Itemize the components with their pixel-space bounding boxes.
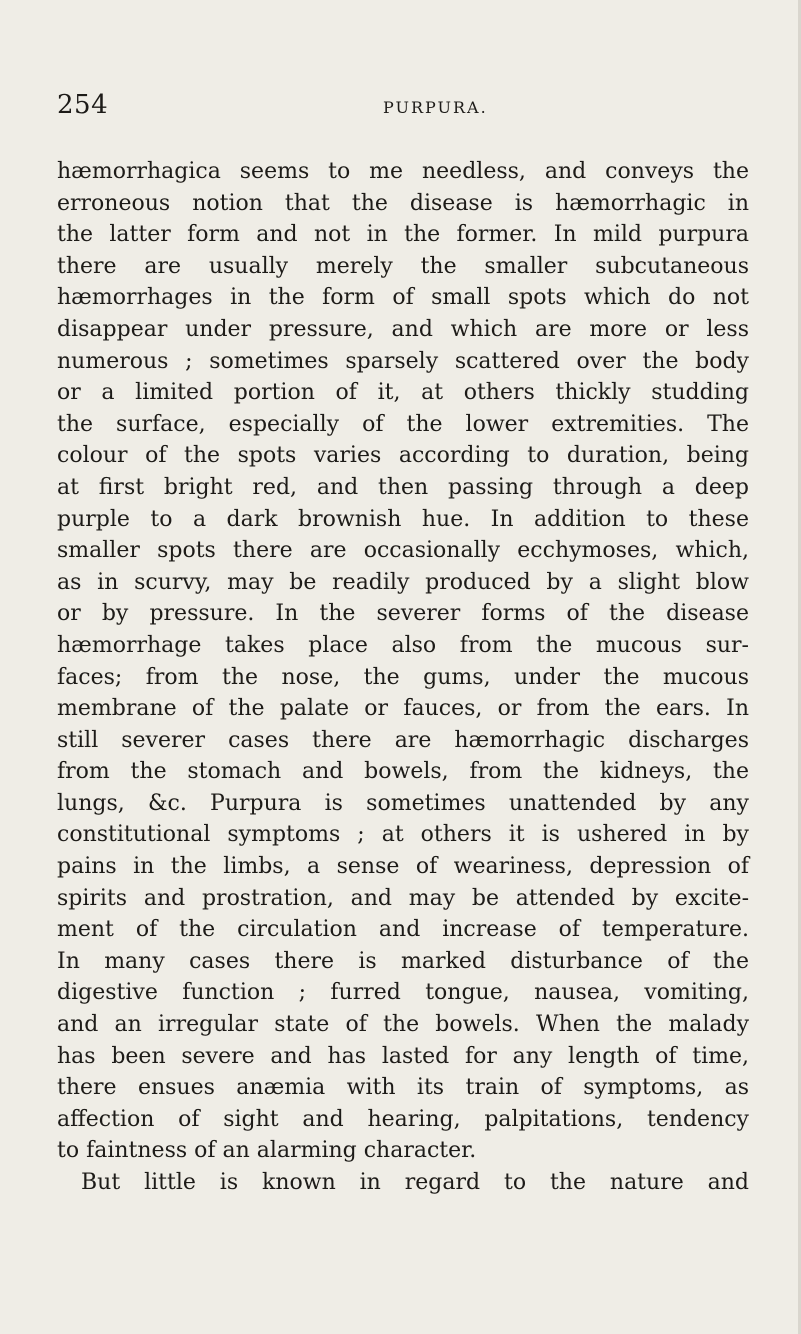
text-line: or by pressure. In the severer forms of the disease [57, 601, 749, 627]
text-line: constitutional symptoms ; at others it is ushered in by [57, 822, 749, 848]
text-line: disappear under pressure, and which are more or less [57, 316, 749, 342]
text-line: purple to a dark brownish hue. In addition to these [57, 506, 749, 532]
text-line: ment of the circulation and increase of temperature. [57, 917, 749, 943]
text-line: hæmorrhagica seems to me needless, and conveys the [57, 159, 749, 184]
text-line: In many cases there is marked disturbance of the [57, 948, 749, 974]
text-line: colour of the spots varies according to duration, being [57, 443, 749, 469]
text-line: or a limited portion of it, at others thickly studding [57, 380, 749, 406]
text-line: affection of sight and hearing, palpitations, tendency [57, 1106, 749, 1132]
text-line: spirits and prostration, and may be attended by excite- [57, 885, 749, 911]
text-line: hæmorrhages in the form of small spots which do not [57, 285, 749, 311]
body-text [57, 156, 749, 1199]
running-title: PURPURA. [383, 98, 488, 117]
text-line: has been severe and has lasted for any length of time, [57, 1043, 749, 1069]
text-line: digestive function ; furred tongue, nausea, vomiting, [57, 980, 749, 1006]
text-line: smaller spots there are occasionally ecchymoses, which, [57, 538, 749, 564]
text-line: from the stomach and bowels, from the kidneys, the [57, 759, 749, 785]
text-line: the surface, especially of the lower extremities. The [57, 411, 749, 437]
paragraph-start-line: But little is known in regard to the nature and [81, 1170, 749, 1195]
page-header [57, 90, 757, 130]
text-line: still severer cases there are hæmorrhagic discharges [57, 727, 749, 753]
text-line: erroneous notion that the disease is hæmorrhagic in [57, 190, 749, 216]
text-line: there are usually merely the smaller subcutaneous [57, 253, 749, 279]
text-line: as in scurvy, may be readily produced by a slight blow [57, 569, 749, 595]
text-line: the latter form and not in the former. In mild purpura [57, 222, 749, 248]
text-line: there ensues anæmia with its train of symptoms, as [57, 1075, 749, 1101]
page-number: 254 [57, 90, 109, 120]
text-line: membrane of the palate or fauces, or from the ears. In [57, 696, 749, 722]
text-line: at first bright red, and then passing through a deep [57, 474, 749, 500]
text-line: faces; from the nose, the gums, under the mucous [57, 664, 749, 690]
text-line: lungs, &c. Purpura is sometimes unattended by any [57, 790, 749, 816]
text-line: hæmorrhage takes place also from the mucous sur- [57, 632, 749, 658]
text-line: numerous ; sometimes sparsely scattered over the body [57, 348, 749, 374]
text-line: and an irregular state of the bowels. When the malady [57, 1012, 749, 1038]
text-line: pains in the limbs, a sense of weariness, depression of [57, 854, 749, 880]
text-line: to faintness of an alarming character. [57, 1138, 477, 1164]
